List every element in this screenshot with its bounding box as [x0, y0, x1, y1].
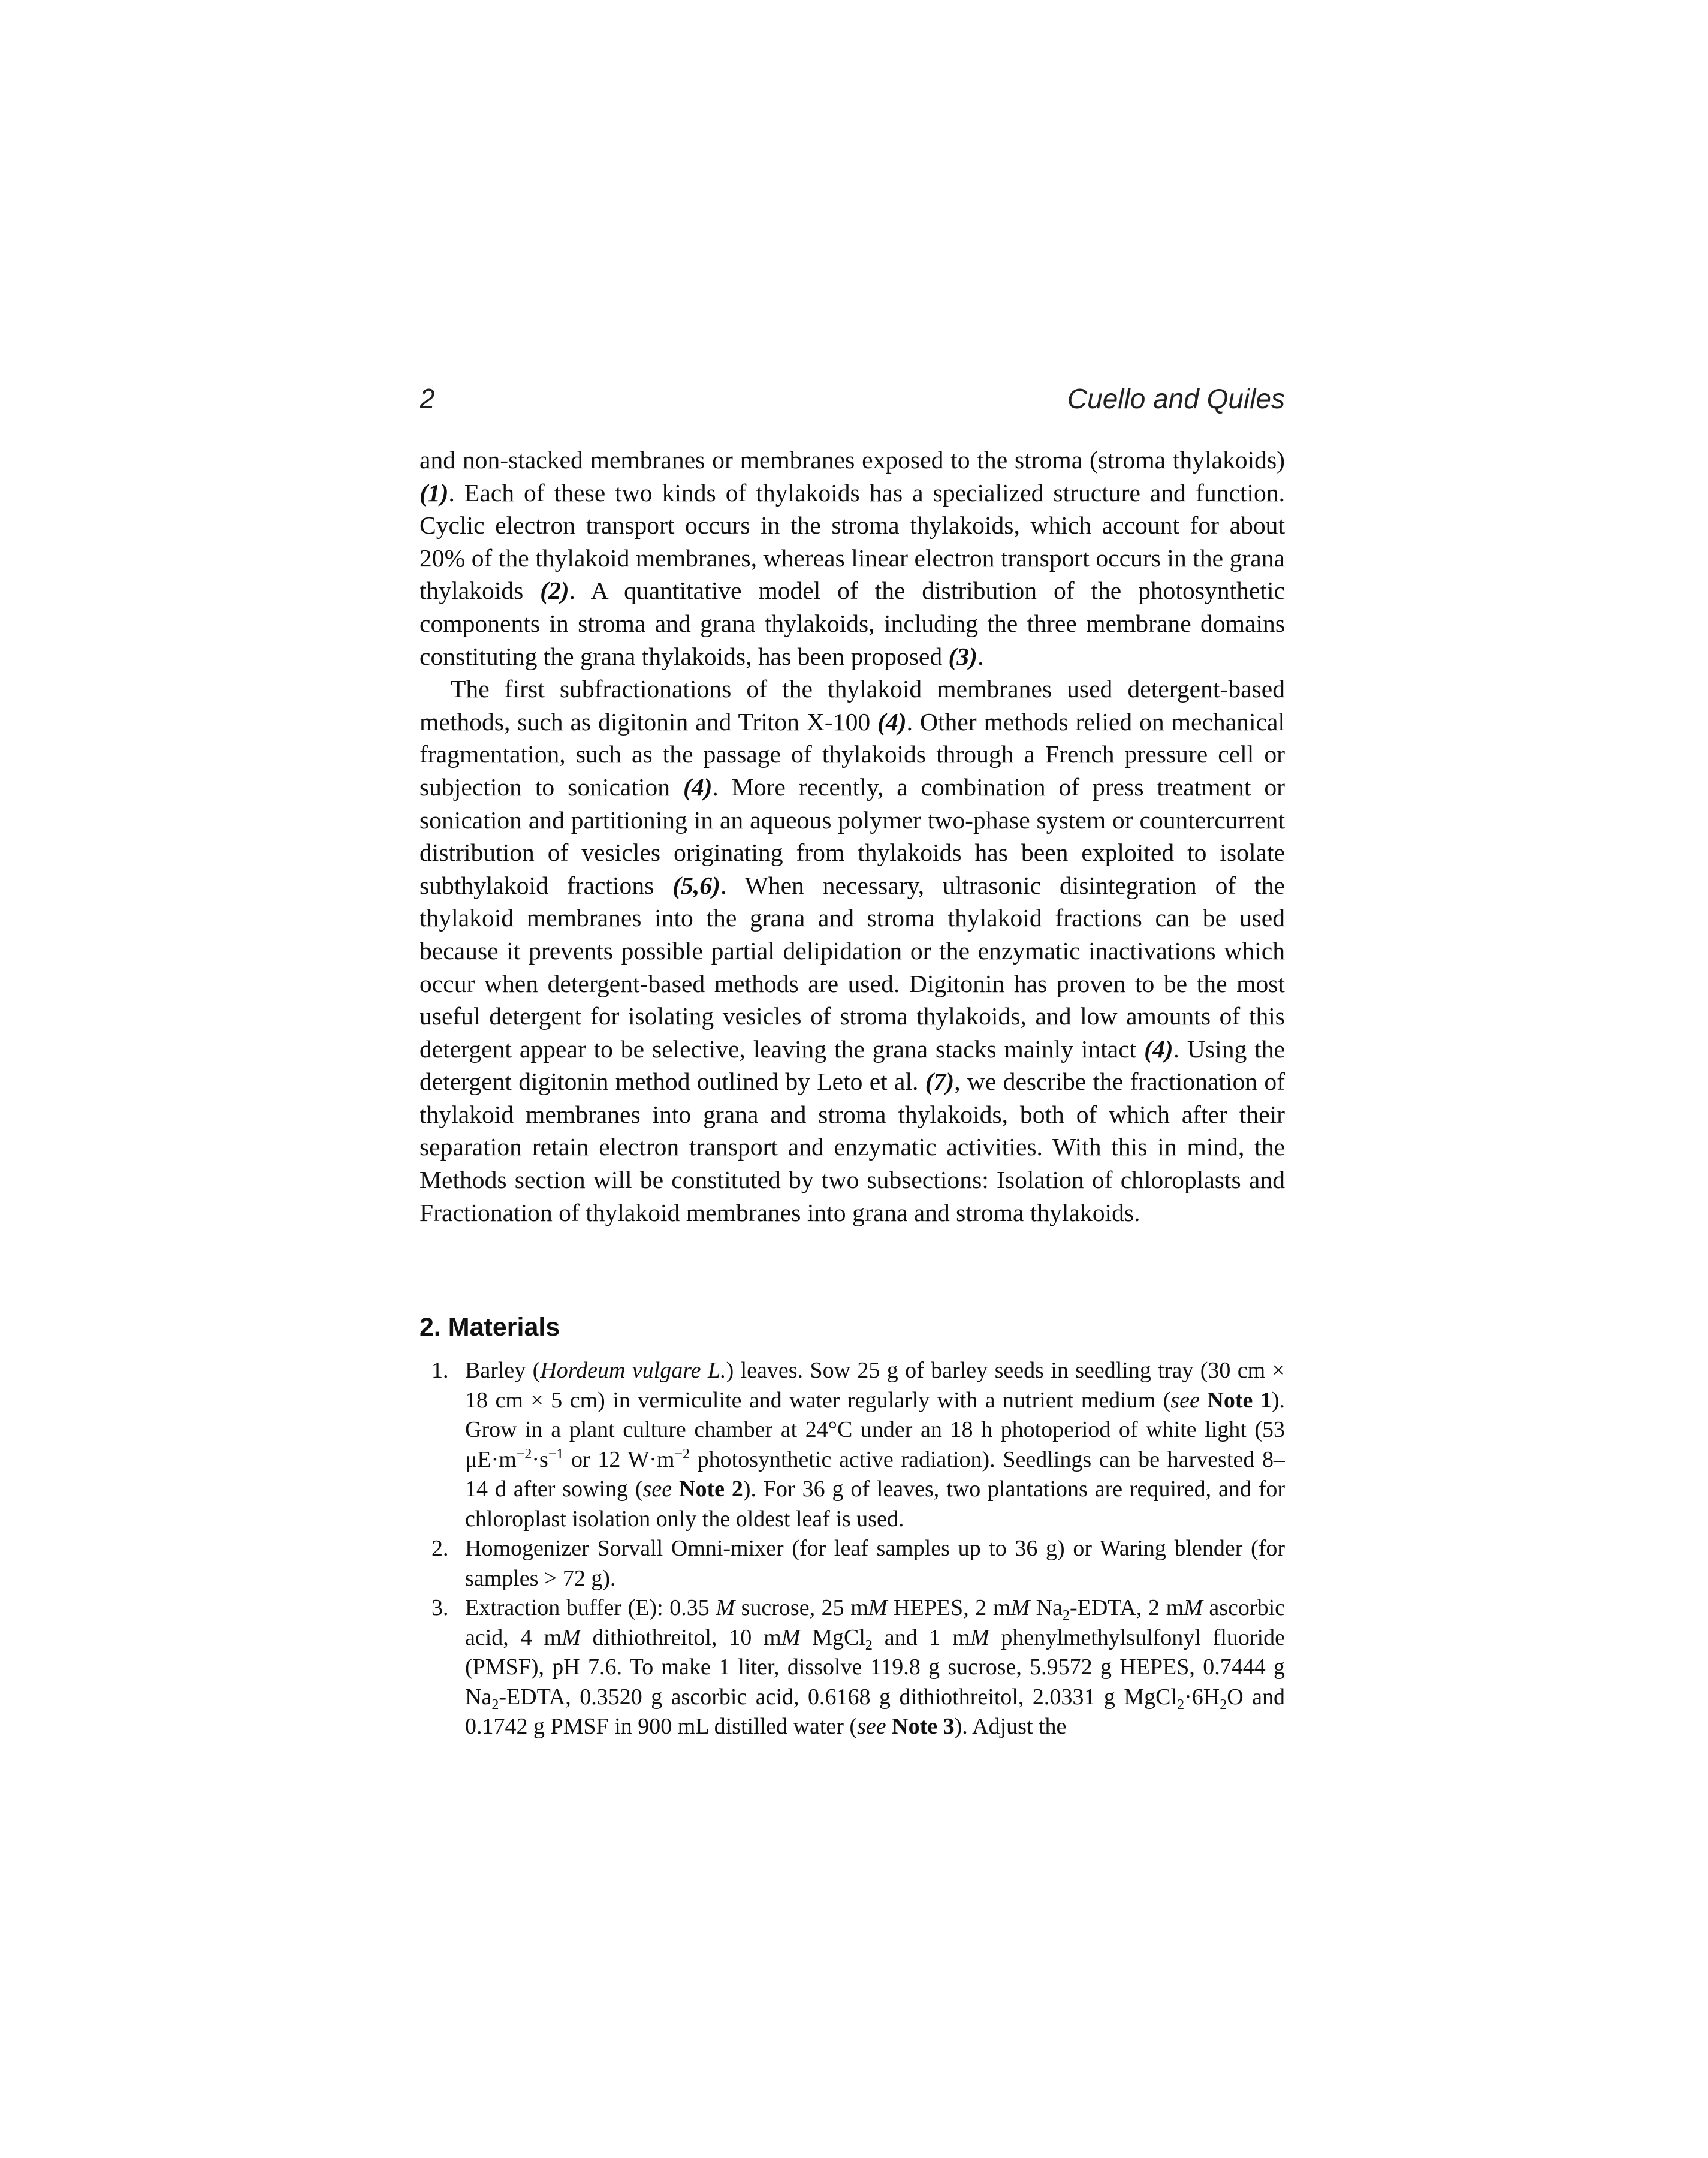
paragraph-1: and non-stacked membranes or membranes exposed to the stroma (stroma thylakoids) (1). Each of these two kinds of thylakoids has a specialized structure and function. Cyclic electron transport occurs in the stroma thylakoids, which account for about 20% of the thylakoid membranes, whereas linear electron transport occurs in the grana thylakoids (2). A quantitative model of the distribution of the photosynthetic components in stroma and grana thylakoids, including the three membrane domains constituting the grana thylakoids, has been proposed (3). — [420, 446, 1285, 670]
note-reference: Note 1 — [1207, 1387, 1272, 1413]
note-reference: Note 3 — [892, 1714, 955, 1739]
running-header — [420, 382, 1285, 424]
citation: (5,6) — [672, 871, 720, 899]
page-number: 2 — [420, 383, 435, 414]
body-text — [420, 444, 1285, 1229]
citation: (3) — [948, 642, 978, 670]
citation: (1) — [420, 478, 449, 507]
list-item: 3. Extraction buffer (E): 0.35 M sucrose, 25 mM HEPES, 2 mM $Na_2$-EDTA, 2 mM ascorbic acid, 4 mM dithiothreitol, 10 mM MgCl$_2$ and 1 mM phenylmethylsulfonyl fluoride (PMSF), pH 7.6. To make 1 liter, dissolve 119.8 g sucrose, 5.9572 g HEPES, 0.7444 g $Na_2$-EDTA, 0.3520 g ascorbic acid, 0.6168 g dithiothreitol, 2.0331 g $MgCl_2\cdot 6H_2O$ and 0.1742 g PMSF in 900 mL distilled water (see Note 3). Adjust the — [420, 1593, 1285, 1742]
citation: (2) — [540, 577, 569, 605]
citation: (4) — [683, 773, 713, 801]
item-number: 1. — [431, 1358, 449, 1383]
item-number: 3. — [431, 1595, 449, 1620]
item-number: 2. — [431, 1536, 449, 1561]
section-heading: 2. Materials — [420, 1313, 560, 1342]
citation: (7) — [925, 1068, 955, 1096]
citation: (4) — [877, 707, 907, 736]
list-item: 1. Barley (Hordeum vulgare L.) leaves. Sow 25 g of barley seeds in seedling tray (30 cm × 18 cm × 5 cm) in vermiculite and water regularly with a nutrient medium (see Note 1). Grow in a plant culture chamber at 24°C under an 18 h photoperiod of white light (53 $\mu E\cdot m^{-2}\cdot s^{-1}$ or 12 $W\cdot m^{-2}$ photosynthetic active radiation). Seedlings can be harvested 8–14 d after sowing (see Note 2). For 36 g of leaves, two plantations are required, and for chloroplast isolation only the oldest leaf is used. — [420, 1356, 1285, 1534]
paragraph-2: The first subfractionations of the thylakoid membranes used detergent-based methods, such as digitonin and Triton X-100 (4). Other methods relied on mechanical fragmentation, such as the passage of thylakoids through a French pressure cell or subjection to sonication (4). More recently, a combination of press treatment or sonication and partitioning in an aqueous polymer two-phase system or countercurrent distribution of vesicles originating from thylakoids has been exploited to isolate subthylakoid fractions (5,6). When necessary, ultrasonic disintegration of the thylakoid membranes into the grana and stroma thylakoid fractions can be used because it prevents possible partial delipidation or the enzymatic inactivations which occur when detergent-based methods are used. Digitonin has proven to be the most useful detergent for isolating vesicles of stroma thylakoids, and low amounts of this detergent appear to be selective, leaving the grana stacks mainly intact (4). Using the detergent digitonin method outlined by Leto et al. (7), we describe the fractionation of thylakoid membranes into grana and stroma thylakoids, both of which after their separation retain electron transport and enzymatic activities. With this in mind, the Methods section will be constituted by two subsections: Isolation of chloroplasts and Fractionation of thylakoid membranes into grana and stroma thylakoids. — [420, 675, 1285, 1226]
list-item: 2. Homogenizer Sorvall Omni-mixer (for leaf samples up to 36 g) or Waring blender (for samples > 72 g). — [420, 1534, 1285, 1593]
materials-list — [420, 1356, 1285, 1742]
note-reference: Note 2 — [679, 1476, 743, 1502]
running-title: Cuello and Quiles — [1067, 383, 1285, 414]
citation: (4) — [1144, 1035, 1173, 1063]
